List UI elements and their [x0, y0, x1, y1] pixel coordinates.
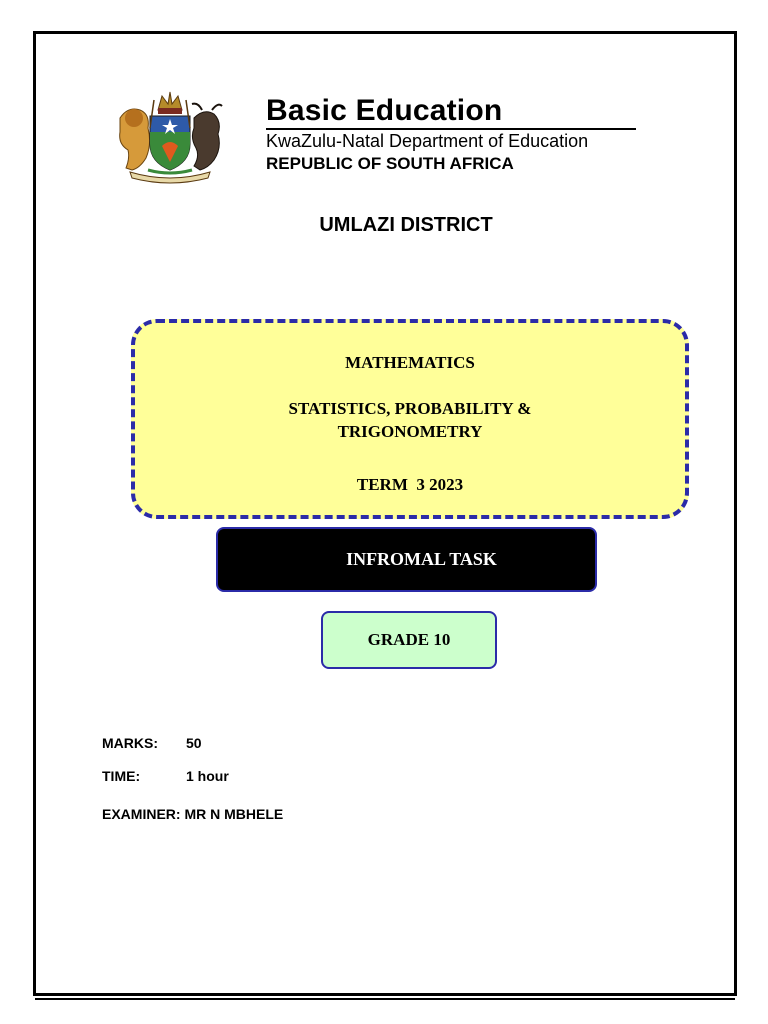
- term-label: TERM 3 2023: [356, 475, 464, 494]
- topics-line-2: TRIGONOMETRY: [337, 422, 483, 441]
- examiner-row: EXAMINER: MR N MBHELE: [102, 806, 284, 822]
- marks-row: [102, 734, 202, 752]
- task-banner: INFROMAL TASK: [216, 527, 597, 592]
- grade-badge: GRADE 10: [321, 611, 497, 669]
- country-name: REPUBLIC OF SOUTH AFRICA: [266, 154, 514, 173]
- department-name: KwaZulu-Natal Department of Education: [266, 131, 589, 151]
- marks-value: 50: [186, 735, 202, 751]
- topics-line-1: STATISTICS, PROBABILITY &: [288, 399, 532, 418]
- subject-name: MATHEMATICS: [345, 353, 475, 372]
- time-row: [102, 767, 229, 785]
- brand-title: Basic Education: [266, 94, 503, 127]
- subject-topics: [135, 397, 685, 443]
- kwazulu-natal-coat-of-arms-icon: [110, 88, 230, 186]
- brand-title-rule: [266, 128, 636, 130]
- marks-label: MARKS:: [102, 735, 158, 751]
- district-heading: UMLAZI DISTRICT: [319, 214, 493, 236]
- time-label: TIME:: [102, 768, 141, 784]
- time-value: 1 hour: [186, 768, 229, 784]
- subject-box: [131, 319, 689, 519]
